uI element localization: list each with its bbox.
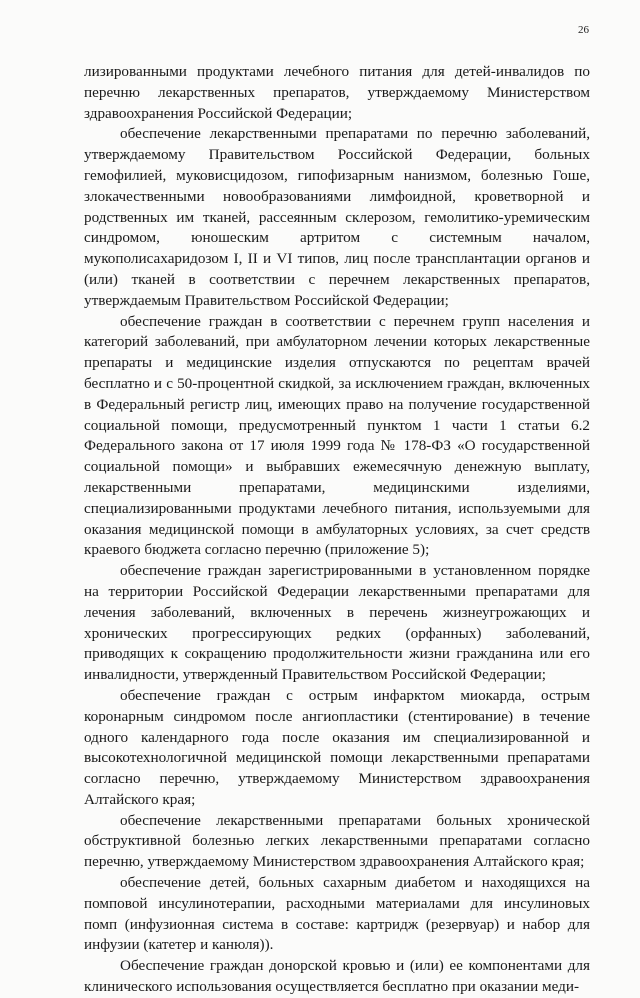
paragraph-3: обеспечение граждан в соответствии с перечнем групп населения и категорий заболеваний, при амбулаторном лечении которых лекарственные препараты и медицинские изделия отпускаются по рецептам врачей бесплатно и с 50-процентной скидкой, за исключением граждан, включенных в Федеральный регистр лиц, имеющих право на получение государственной социальной помощи, предусмотренный пунктом 1 части 1 статьи 6.2 Федерального закона от 17 июля 1999 года № 178-ФЗ «О государственной социальной помощи» и выбравших ежемесячную денежную выплату, лекарственными препаратами, медицинскими изделиями, специализированными продуктами лечебного питания, используемыми для оказания медицинской помощи в амбулаторных условиях, за счет средств краевого бюджета согласно перечню (приложение 5); xyxy=(84,312,590,559)
document-body xyxy=(84,62,590,998)
paragraph-7: обеспечение детей, больных сахарным диабетом и находящихся на помповой инсулинотерапии, расходными материалами для инсулиновых помп (инфузионная система в составе: картридж (резервуар) и набор для инфузии (катетер и канюля)). xyxy=(84,874,590,954)
paragraph-8: Обеспечение граждан донорской кровью и (или) ее компонентами для клинического использования осуществляется бесплатно при оказании меди- xyxy=(84,957,590,996)
page-number: 26 xyxy=(578,24,589,36)
paragraph-5: обеспечение граждан с острым инфарктом миокарда, острым коронарным синдромом после ангиопластики (стентирование) в течение одного календарного года после оказания им специализированной и высокотехнологичной медицинской помощи лекарственными препаратами согласно перечню, утверждаемому Министерством здравоохранения Алтайского края; xyxy=(84,686,590,808)
paragraph-6: обеспечение лекарственными препаратами больных хронической обструктивной болезнью легких лекарственными препаратами согласно перечню, утверждаемому Министерством здравоохранения Алтайского края; xyxy=(84,811,590,871)
paragraph-1: лизированными продуктами лечебного питания для детей-инвалидов по перечню лекарственных препаратов, утверждаемому Министерством здравоохранения Российской Федерации; xyxy=(84,63,590,122)
paragraph-4: обеспечение граждан зарегистрированными в установленном порядке на территории Российской Федерации лекарственными препаратами для лечения заболеваний, включенных в перечень жизнеугрожающих и хронических прогрессирующих редких (орфанных) заболеваний, приводящих к сокращению продолжительности жизни гражданина или его инвалидности, утвержденный Правительством Российской Федерации; xyxy=(84,562,590,684)
paragraph-2: обеспечение лекарственными препаратами по перечню заболеваний, утверждаемому Правительством Российской Федерации, больных гемофилией, муковисцидозом, гипофизарным нанизмом, болезнью Гоше, злокачественными новообразованиями лимфоидной, кроветворной и родственных им тканей, рассеянным склерозом, гемолитико-уремическим синдромом, юношеским артритом с системным началом, мукополисахаридозом I, II и VI типов, лиц после трансплантации органов и (или) тканей в соответствии с перечнем лекарственных препаратов, утверждаемым Правительством Российской Федерации; xyxy=(84,125,590,309)
